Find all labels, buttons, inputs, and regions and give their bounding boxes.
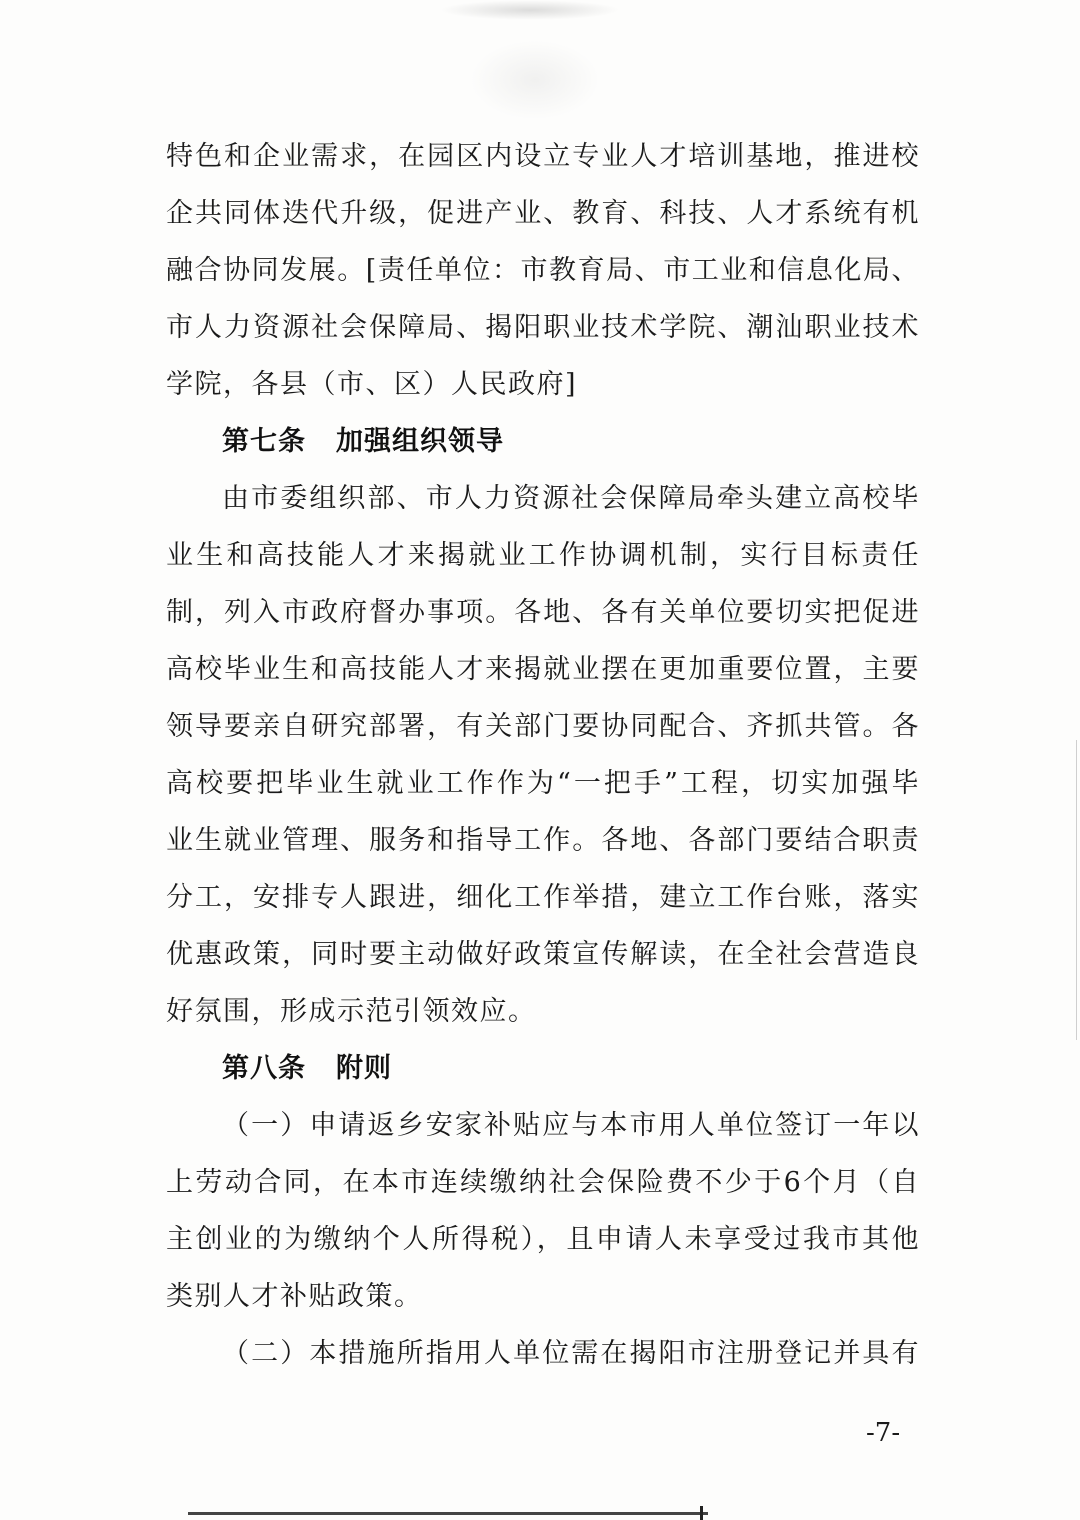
scan-edge-line: [700, 1506, 703, 1520]
text-line: 特色和企业需求，在园区内设立专业人才培训基地，推进校: [166, 141, 920, 172]
text-line: 融合协同发展。[责任单位：市教育局、市工业和信息化局、: [166, 255, 920, 286]
text-line: 高校要把毕业生就业工作作为“一把手”工程，切实加强毕: [166, 768, 920, 799]
text-line: 主创业的为缴纳个人所得税），且申请人未享受过我市其他: [166, 1224, 920, 1255]
text-line: 高校毕业生和高技能人才来揭就业摆在更加重要位置，主要: [166, 654, 920, 685]
scan-edge-line: [1076, 740, 1077, 1040]
article-7-heading: [166, 413, 920, 470]
scan-artifact: [440, 0, 620, 20]
text-line: 类别人才补贴政策。: [166, 1281, 423, 1312]
text-line: 市人力资源社会保障局、揭阳职业技术学院、潮汕职业技术: [166, 312, 920, 343]
text-line: 业生就业管理、服务和指导工作。各地、各部门要结合职责: [166, 825, 920, 856]
text-line: 优惠政策，同时要主动做好政策宣传解读，在全社会营造良: [166, 939, 920, 970]
text-line: 上劳动合同，在本市连续缴纳社会保险费不少于6个月（自: [166, 1167, 920, 1198]
article-title: 附则: [336, 1053, 392, 1084]
text-line: 学院，各县（市、区）人民政府]: [166, 369, 578, 400]
article-number: 第八条: [222, 1053, 306, 1084]
text-line: （一）申请返乡安家补贴应与本市用人单位签订一年以: [222, 1110, 920, 1141]
scan-edge-line: [188, 1512, 708, 1515]
text-line: 由市委组织部、市人力资源社会保障局牵头建立高校毕: [222, 483, 920, 514]
text-line: 企共同体迭代升级，促进产业、教育、科技、人才系统有机: [166, 198, 920, 229]
article-number: 第七条: [222, 426, 306, 457]
scan-artifact: [470, 40, 600, 120]
text-line: 分工，安排专人跟进，细化工作举措，建立工作台账，落实: [166, 882, 920, 913]
document-body: [166, 128, 920, 1382]
page-number: -7-: [866, 1418, 901, 1448]
text-line: 业生和高技能人才来揭就业工作协调机制，实行目标责任: [166, 540, 920, 571]
text-line: 好氛围，形成示范引领效应。: [166, 996, 537, 1027]
article-8-heading: [166, 1040, 920, 1097]
text-line: 制，列入市政府督办事项。各地、各有关单位要切实把促进: [166, 597, 920, 628]
text-line: 领导要亲自研究部署，有关部门要协同配合、齐抓共管。各: [166, 711, 920, 742]
text-line: （二）本措施所指用人单位需在揭阳市注册登记并具有: [222, 1338, 920, 1369]
article-title: 加强组织领导: [336, 426, 504, 457]
